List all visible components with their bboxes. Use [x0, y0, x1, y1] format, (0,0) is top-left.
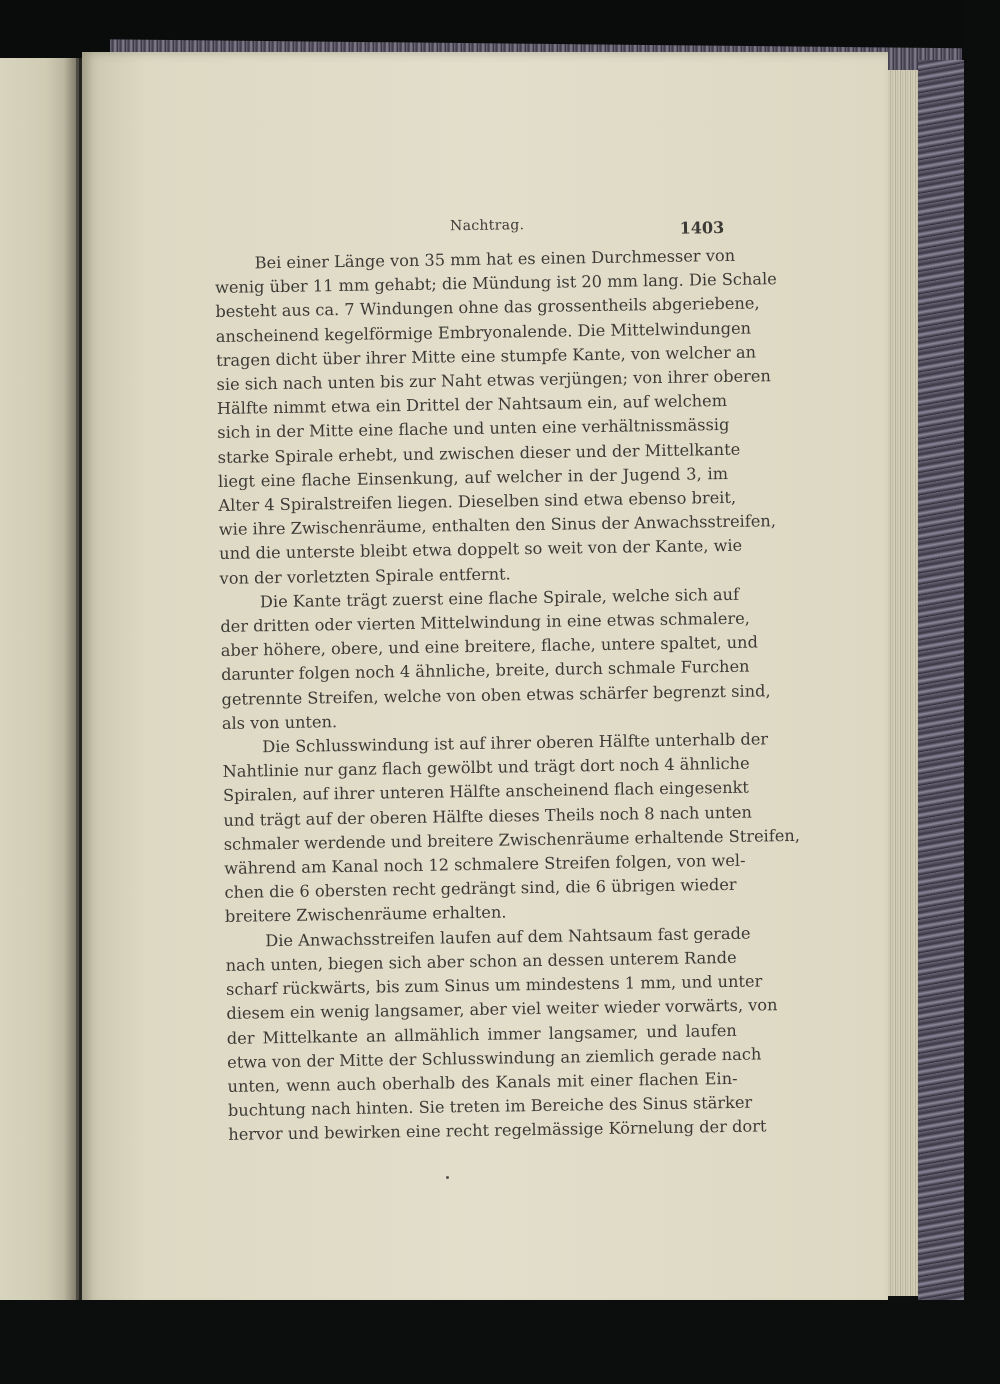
text-line: hervor und bewirken eine recht regelmässige Körnelung der dort: [228, 1116, 767, 1145]
text-line: Die Anwachsstreifen laufen auf dem Nahtsaum fast gerade: [265, 923, 751, 950]
text-line: während am Kanal noch 12 schmalere Streifen folgen, von wel-: [224, 850, 746, 878]
text-line: liegt eine flache Einsenkung, auf welcher in der Jugend 3, im: [217, 463, 729, 491]
text-line: nach unten, biegen sich aber schon an dessen unterem Rande: [225, 947, 737, 975]
text-line: diesem ein wenig langsamer, aber viel weiter wieder vorwärts, von: [226, 995, 778, 1024]
text-line: von der vorletzten Spirale entfernt.: [219, 564, 511, 588]
running-title: Nachtrag.: [449, 217, 525, 235]
page-number: 1403: [679, 217, 725, 238]
text-line: wie ihre Zwischenräume, enthalten den Sinus der Anwachsstreifen,: [218, 511, 777, 540]
paragraph: [225, 922, 778, 1148]
gutter-line: [76, 58, 79, 1308]
text-line: Hälfte nimmt etwa ein Drittel der Nahtsaum ein, auf welchem: [216, 391, 728, 419]
text-line: Nahtlinie nur ganz flach gewölbt und trägt dort noch 4 ähnliche: [222, 753, 750, 782]
text-line: darunter folgen noch 4 ähnliche, breite, durch schmale Furchen: [220, 657, 750, 685]
book-cover-right-edge: [918, 60, 964, 1300]
background-right: [962, 0, 1000, 1384]
text-line: anscheinend kegelförmige Embryonalende. Die Mittelwindungen: [215, 318, 752, 346]
text-line: Spiralen, auf ihrer unteren Hälfte anscheinend flach eingesenkt: [222, 778, 750, 806]
text-line: wenig über 11 mm gehabt; die Mündung ist 20 mm lang. Die Schale: [214, 269, 777, 298]
text-line: getrennte Streifen, welche von oben etwas schärfer begrenzt sind,: [221, 680, 771, 709]
text-line: besteht aus ca. 7 Windungen ohne das grossentheils abgeriebene,: [215, 293, 760, 322]
text-line: Die Schlusswindung ist auf ihrer oberen Hälfte unterhalb der: [262, 729, 769, 757]
text-line: als von unten.: [221, 711, 338, 733]
text-line: der Mittelkante an allmählich immer langsamer, und laufen: [226, 1020, 737, 1048]
text-line: Die Kante trägt zuerst eine flache Spirale, welche sich auf: [259, 584, 740, 612]
text-line: breitere Zwischenräume erhalten.: [224, 902, 507, 927]
text-line: aber höhere, obere, und eine breitere, flache, untere spaltet, und: [220, 632, 759, 661]
text-line: unten, wenn auch oberhalb des Kanals mit einer flachen Ein-: [227, 1068, 738, 1096]
text-line: und die unterste bleibt etwa doppelt so weit von der Kante, wie: [219, 536, 743, 564]
page-text-block: [214, 214, 801, 1147]
paragraph: [214, 244, 777, 591]
text-line: buchtung nach hinten. Sie treten im Bereiche des Sinus stärker: [227, 1092, 753, 1120]
text-line: schmaler werdende und breitere Zwischenräume erhaltende Streifen,: [223, 825, 801, 854]
text-line: scharf rückwärts, bis zum Sinus um mindestens 1 mm, und unter: [225, 971, 763, 999]
ink-speck: [446, 1176, 449, 1179]
text-line: tragen dicht über ihrer Mitte eine stumpfe Kante, von welcher an: [216, 342, 757, 370]
text-line: Bei einer Länge von 35 mm hat es einen Durchmesser von: [254, 245, 736, 273]
text-line: etwa von der Mitte der Schlusswindung an ziemlich gerade nach: [227, 1044, 762, 1072]
background-bottom: [0, 1300, 1000, 1384]
text-line: der dritten oder vierten Mittelwindung in eine etwas schmalere,: [220, 608, 751, 636]
gutter-shadow: [64, 58, 82, 1308]
text-line: sich in der Mitte eine flache und unten eine verhältnissmässig: [217, 415, 730, 443]
text-line: Alter 4 Spiralstreifen liegen. Dieselben sind etwa ebenso breit,: [218, 487, 737, 515]
paragraph: [220, 583, 771, 736]
text-line: sie sich nach unten bis zur Naht etwas verjüngen; von ihrer oberen: [216, 366, 771, 394]
page-block-edges: [886, 70, 918, 1296]
text-line: chen die 6 obersten recht gedrängt sind, die 6 übrigen wieder: [224, 875, 737, 903]
paragraph: [222, 728, 801, 930]
text-line: und trägt auf der oberen Hälfte dieses Theils noch 8 nach unten: [223, 802, 752, 830]
text-line: starke Spirale erhebt, und zwischen dieser und der Mittelkante: [217, 439, 741, 467]
